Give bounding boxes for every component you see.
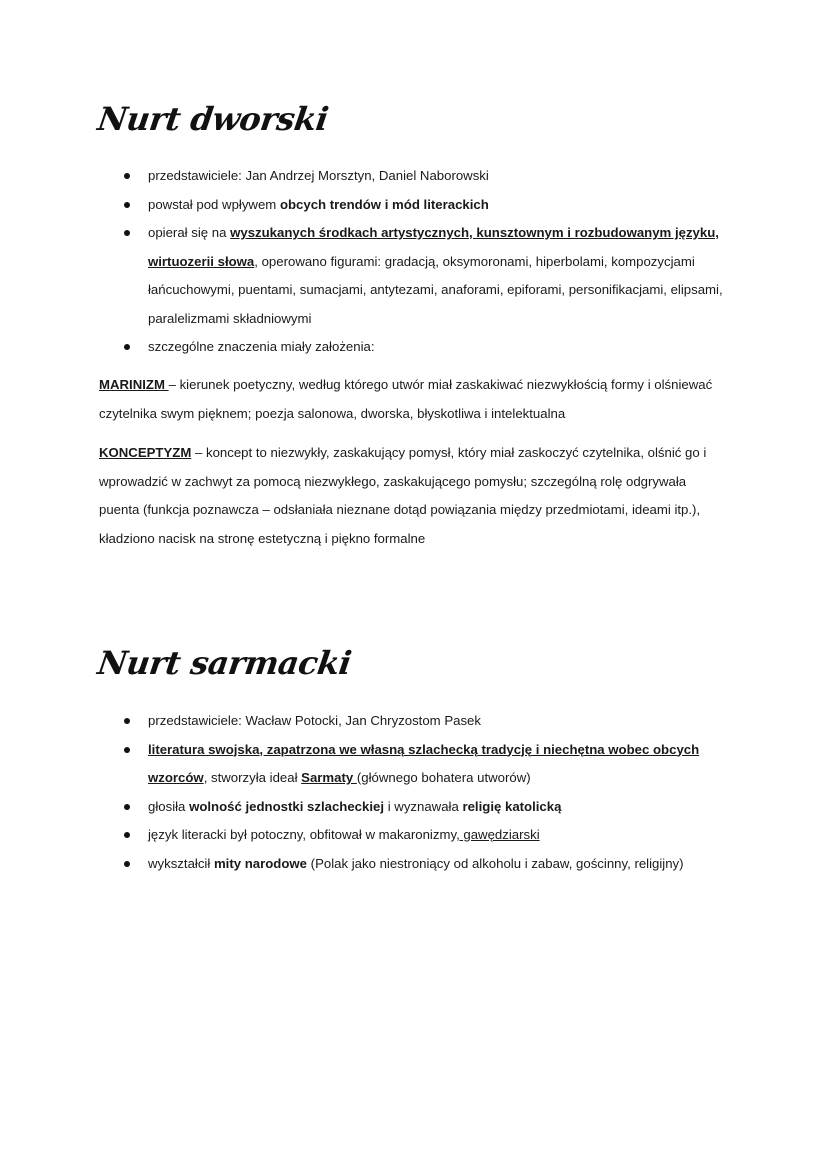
- item-bold-text: mity narodowe: [213, 855, 308, 871]
- item-text-continued: , operowano figurami: gradacją, oksymoronami, hiperbolami, kompozycjami łańcuchowymi, puentami, sumacjami, antytezami, anaforami, epiforami, personifikacjami, elipsami, paralelizmami składniowymi: [148, 253, 723, 326]
- item-bold-underlined-text: Sarmaty: [301, 770, 357, 785]
- item-bold-underlined-text: literatura swojska, zapatrzona we własną szlachecką tradycję i niechętna wobec obcych wzorców: [148, 741, 700, 785]
- item-bold-text: wolność jednostki szlacheckiej: [189, 798, 385, 814]
- list-item: [148, 219, 748, 333]
- dworski-bullet-list: [148, 162, 748, 362]
- list-item: [148, 707, 748, 736]
- item-text: wykształcił: [148, 855, 214, 871]
- marinizm-term: MARINIZM: [99, 377, 169, 392]
- item-text: głosiła: [148, 798, 190, 814]
- item-underlined-text: , gawędziarski: [456, 827, 540, 842]
- marinizm-definition: [99, 371, 729, 428]
- item-text: , stworzyła ideał: [203, 770, 302, 785]
- list-item: [148, 191, 748, 220]
- item-text-continued: (głównego bohatera utworów): [356, 770, 531, 785]
- item-text: powstał pod wpływem: [148, 196, 280, 212]
- konceptyzm-text: – koncept to niezwykły, zaskakujący pomysł, który miał zaskoczyć czytelnika, olśnić go i wprowadzić w zachwyt za pomocą niezwykłego, zaskakującego pomysłu; szczególną rolę odgrywała puenta (funkcja poznawcza – odsłaniała nieznane dotąd powiązania między przedmiotami, ideami itp.), kładziono nacisk na stronę estetyczną i piękno formalne: [99, 445, 707, 546]
- konceptyzm-definition: [99, 439, 729, 553]
- item-text: szczególne znaczenia miały założenia:: [148, 339, 375, 354]
- list-item: [148, 162, 748, 191]
- item-text: język literacki był potoczny, obfitował w makaronizmy: [148, 827, 457, 842]
- list-item: [148, 850, 748, 879]
- section-heading-sarmacki: Nurt sarmacki: [95, 644, 354, 682]
- item-text: przedstawiciele: Jan Andrzej Morsztyn, Daniel Naborowski: [148, 168, 489, 183]
- item-bold-text: obcych trendów i mód literackich: [279, 196, 489, 212]
- item-bold-text: religię katolicką: [462, 798, 562, 814]
- item-text: opierał się na: [148, 225, 231, 240]
- item-text: przedstawiciele: Wacław Potocki, Jan Chryzostom Pasek: [148, 713, 481, 728]
- list-item: [148, 736, 748, 793]
- item-bold-underlined-text: wyszukanych środkach artystycznych, kunsztownym i rozbudowanym języku, wirtuozerii słowa: [148, 225, 719, 269]
- sarmacki-bullet-list: [148, 707, 748, 878]
- list-item: [148, 821, 748, 850]
- item-text: i wyznawała: [384, 798, 463, 814]
- item-text-continued: (Polak jako niestroniący od alkoholu i zabaw, gościnny, religijny): [307, 855, 684, 871]
- list-item: [148, 793, 748, 822]
- marinizm-text: – kierunek poetyczny, według którego utwór miał zaskakiwać niezwykłością formy i olśniewać czytelnika swym pięknem; poezja salonowa, dworska, błyskotliwa i intelektualna: [99, 377, 713, 421]
- konceptyzm-term: KONCEPTYZM: [99, 445, 192, 460]
- section-heading-dworski: Nurt dworski: [95, 100, 331, 138]
- list-item: [148, 333, 748, 362]
